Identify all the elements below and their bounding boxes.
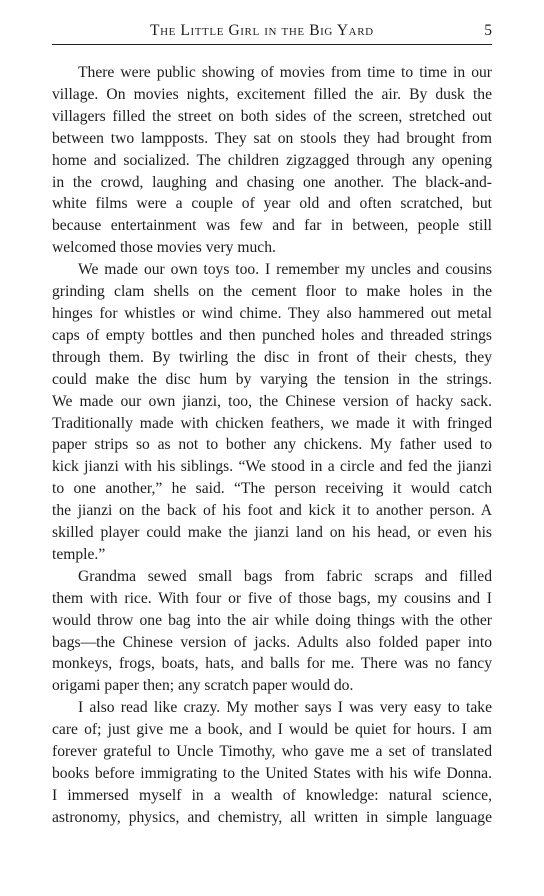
text-line: through them. By twirling the disc in front of their chests, they: [52, 348, 492, 366]
text-line: kick jianzi with his siblings. “We stood in a circle and fed the jianzi: [52, 458, 492, 476]
text-line: We made our own jianzi, too, the Chinese version of hacky sack.: [52, 392, 492, 410]
text-line: care of; just give me a book, and I would be quiet for hours. I am: [52, 721, 492, 739]
text-line: paper strips so as not to bother any chickens. My father used to: [52, 436, 492, 454]
text-line: would throw one bag into the air while doing things with the other: [52, 611, 492, 629]
text-line: because entertainment was few and far in between, people still: [52, 217, 492, 235]
text-line: I also read like crazy. My mother says I was very easy to take: [78, 699, 492, 717]
text-line: I immersed myself in a wealth of knowledge: natural science,: [52, 786, 492, 804]
text-line: in the crowd, laughing and chasing one another. The black-and-: [52, 173, 492, 191]
text-line: to one another,” he said. “The person receiving it would catch: [52, 480, 492, 498]
text-line: hinges for whistles or wind chime. They also hammered out metal: [52, 304, 492, 322]
page-number: 5: [484, 22, 492, 39]
text-line: Traditionally made with chicken feathers, we made it with fringed: [52, 414, 492, 432]
text-line: village. On movies nights, excitement filled the air. By dusk the: [52, 85, 492, 103]
text-line: forever grateful to Uncle Timothy, who gave me a set of translated: [52, 743, 492, 761]
paragraph: [52, 259, 492, 566]
text-line: origami paper then; any scratch paper would do.: [52, 677, 354, 695]
paragraph: [52, 62, 492, 259]
text-line: could make the disc hum by varying the tension in the strings.: [52, 370, 492, 388]
running-header: [52, 22, 492, 45]
paragraph: [52, 697, 492, 828]
text-line: grinding clam shells on the cement floor to make holes in the: [52, 283, 492, 301]
text-line: between two lampposts. They sat on stools they had brought from: [52, 129, 492, 147]
text-line: them with rice. With four or five of those bags, my cousins and I: [52, 589, 492, 607]
body-text: [52, 62, 492, 829]
text-line: books before immigrating to the United States with his wife Donna.: [52, 765, 492, 782]
text-line: the jianzi on the back of his foot and kick it to another person. A: [52, 502, 492, 520]
text-line: white films were a couple of year old and often scratched, but: [52, 195, 492, 213]
text-line: monkeys, frogs, boats, hats, and balls for me. There was no fancy: [52, 655, 492, 673]
text-line: Grandma sewed small bags from fabric scraps and filled: [78, 567, 492, 585]
text-line: skilled player could make the jianzi land on his head, or even his: [52, 524, 492, 542]
text-line: temple.”: [52, 545, 106, 563]
text-line: astronomy, physics, and chemistry, all written in simple language: [52, 808, 492, 826]
running-title: The Little Girl in the Big Yard: [150, 22, 374, 39]
text-line: caps of empty bottles and then punched holes and threaded strings: [52, 326, 492, 344]
text-line: bags—the Chinese version of jacks. Adults also folded paper into: [52, 633, 492, 651]
paragraph: [52, 566, 492, 697]
text-line: villagers filled the street on both sides of the screen, stretched out: [52, 107, 492, 125]
text-line: We made our own toys too. I remember my uncles and cousins: [78, 261, 492, 279]
text-line: home and socialized. The children zigzagged through any opening: [52, 151, 492, 169]
text-line: welcomed those movies very much.: [52, 239, 276, 257]
text-line: There were public showing of movies from time to time in our: [78, 64, 492, 81]
